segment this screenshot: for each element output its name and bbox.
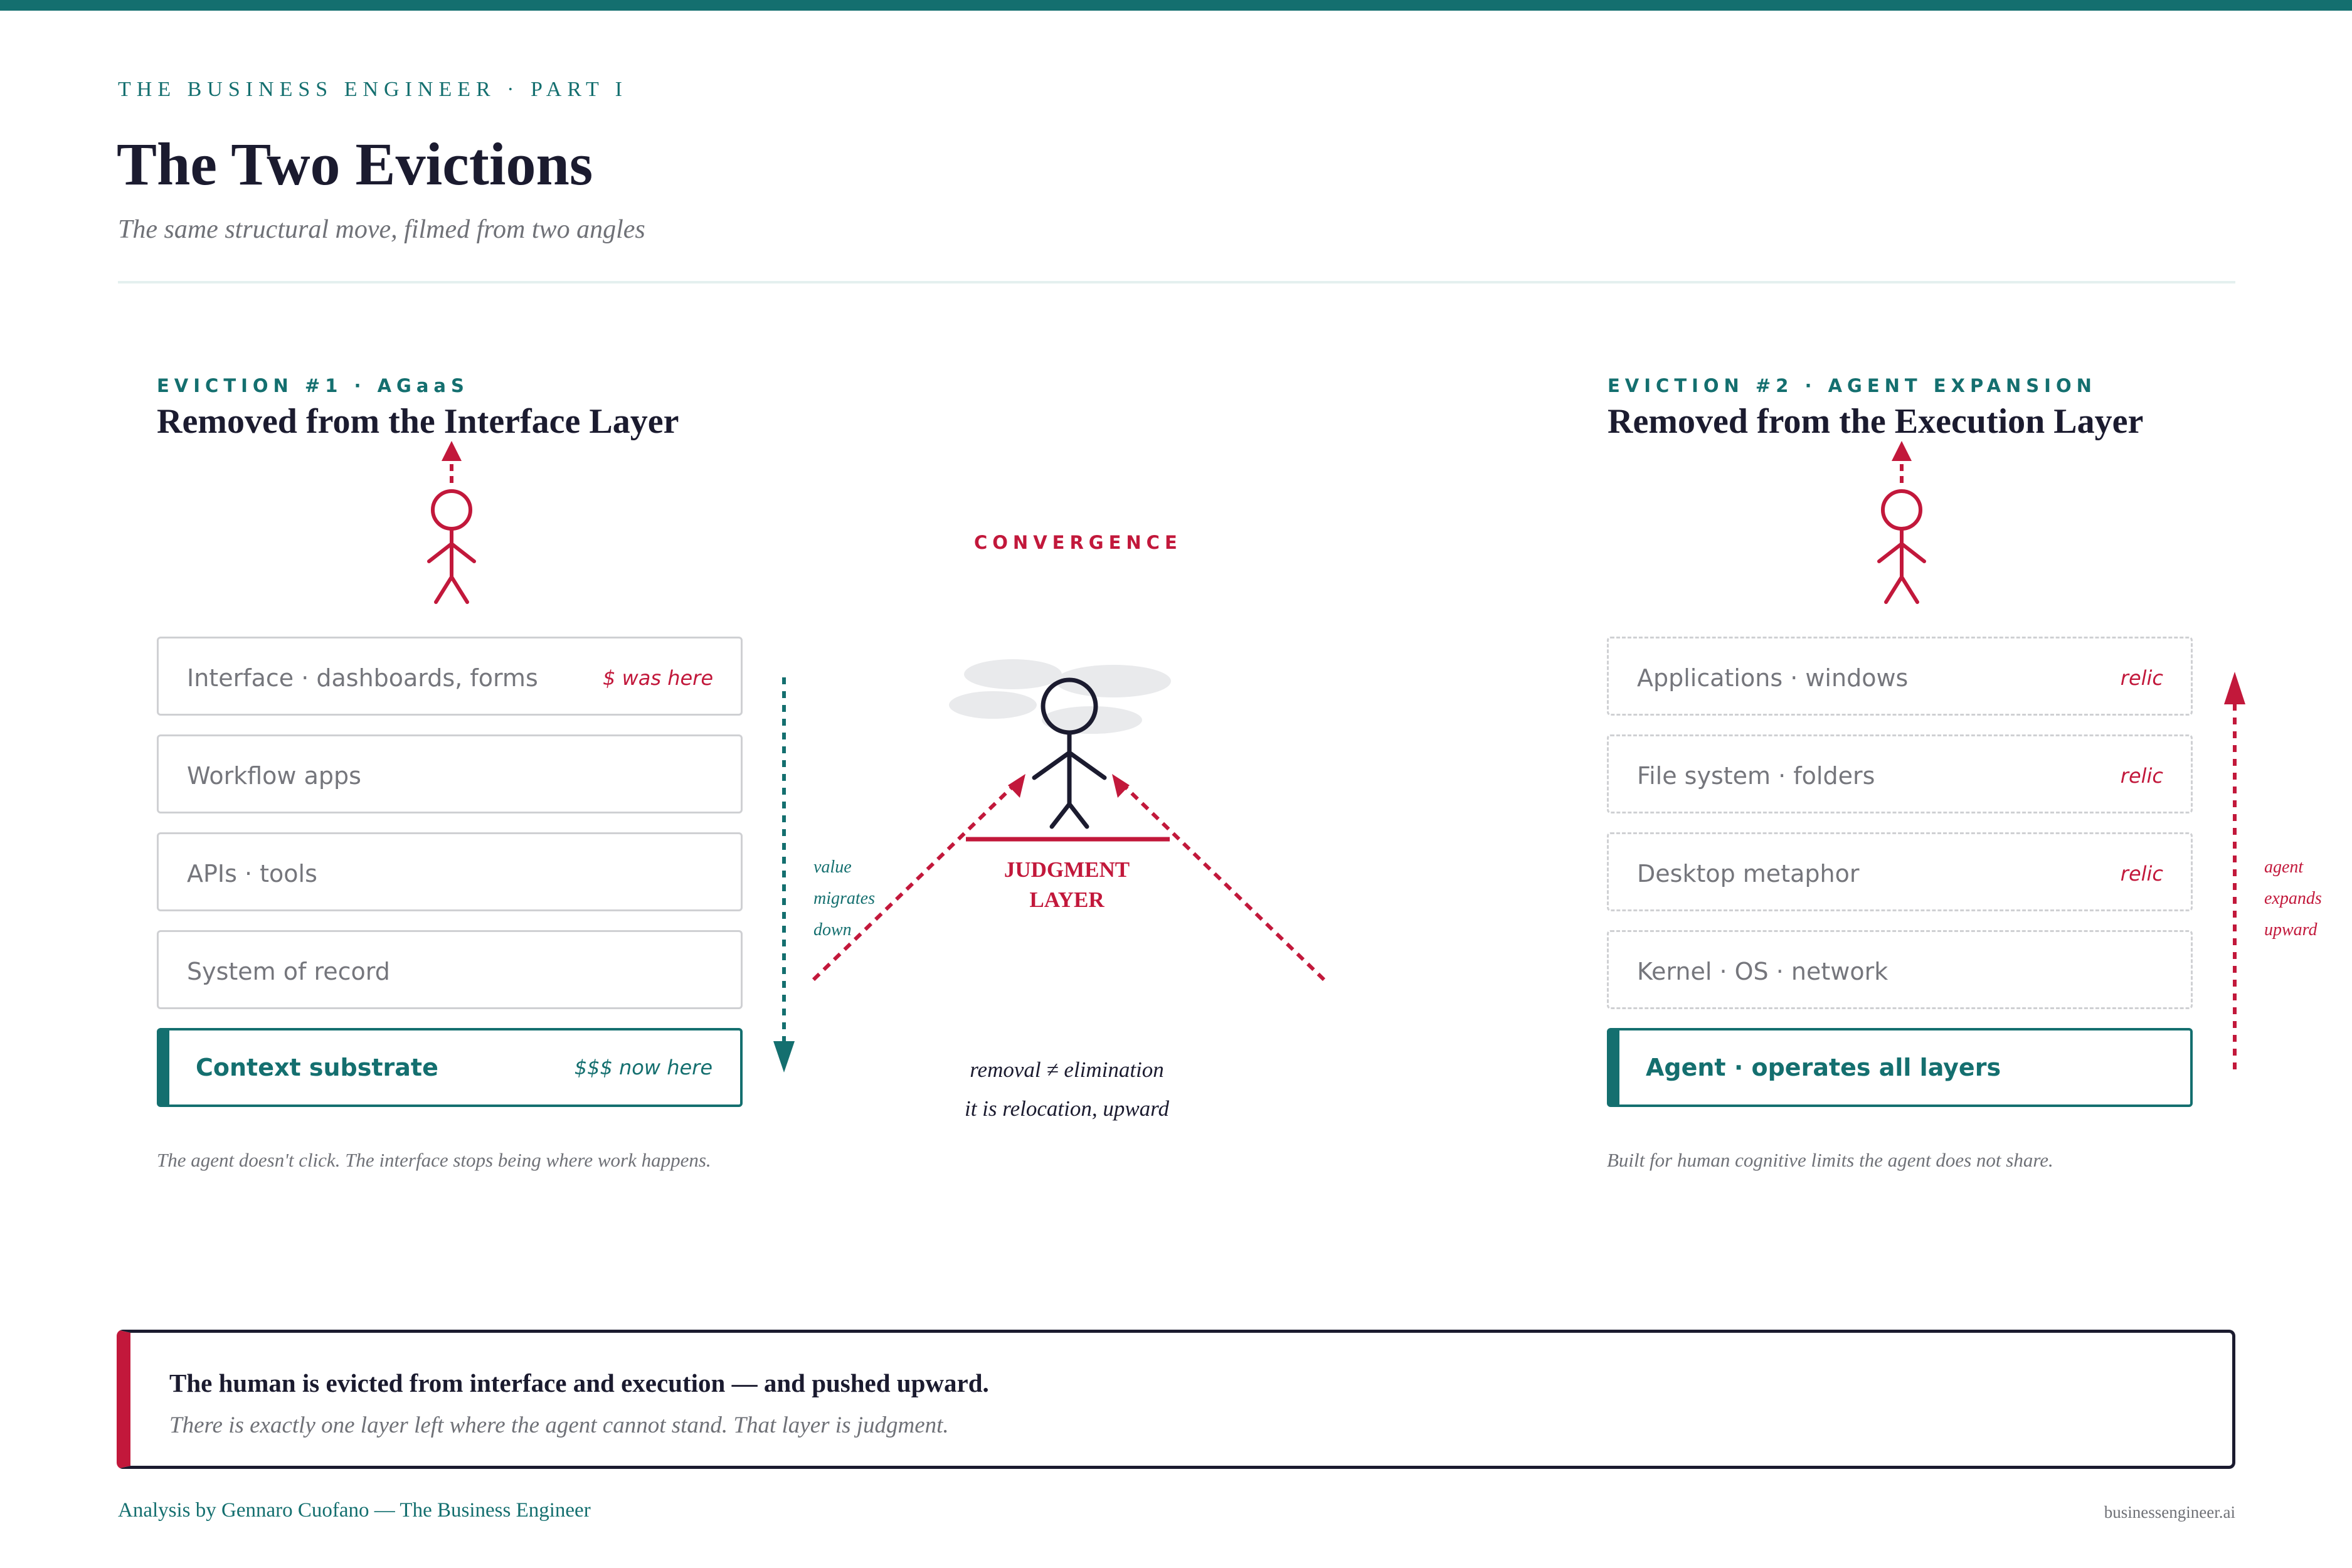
summary-callout [117, 1330, 2235, 1469]
callout-body: There is exactly one layer left where the agent cannot stand. That layer is judgment. [169, 1412, 949, 1438]
right-panel-title: Removed from the Execution Layer [1608, 402, 2144, 441]
arrow-up-icon [1892, 441, 1912, 483]
layer-agent [1607, 1028, 2193, 1107]
convergence-diagram [806, 652, 1339, 991]
arrow-up-icon [442, 441, 462, 483]
arrow-up-icon [2224, 672, 2245, 1069]
layer-name: System of record [187, 958, 390, 985]
page-title: The Two Evictions [117, 130, 593, 198]
right-panel-label: EVICTION #2 · AGENT EXPANSION [1608, 375, 2097, 396]
layer-applications-windows [1607, 637, 2193, 716]
layer-system-of-record [157, 930, 743, 1009]
layer-context-substrate [157, 1028, 743, 1107]
layer-name: File system · folders [1637, 762, 1875, 790]
top-accent-bar [0, 0, 2352, 11]
layer-name: Kernel · OS · network [1637, 958, 1888, 985]
value-migrates-note: value migrates down [813, 857, 875, 940]
footer-credit: Analysis by Gennaro Cuofano — The Business Engineer [118, 1499, 591, 1522]
stick-figure-icon [1879, 491, 1924, 602]
layer-kernel-os-network [1607, 930, 2193, 1009]
left-panel-label: EVICTION #1 · AGaaS [157, 375, 469, 396]
left-panel-note: The agent doesn't click. The interface stops being where work happens. [157, 1149, 711, 1171]
stick-figure-icon [429, 491, 474, 602]
callout-headline: The human is evicted from interface and execution — and pushed upward. [169, 1369, 989, 1397]
layer-file-system [1607, 734, 2193, 813]
agent-expands-upward-arrow [2219, 668, 2250, 1076]
left-evicted-human-figure [420, 436, 483, 608]
layer-interface [157, 637, 743, 716]
series-kicker: THE BUSINESS ENGINEER · PART I [118, 78, 628, 101]
arrow-down-icon [773, 677, 795, 1073]
layer-name: Desktop metaphor [1637, 860, 1860, 887]
layer-apis-tools [157, 832, 743, 911]
relocation-formula: removal ≠ elimination it is relocation, upward [964, 1057, 1170, 1121]
header-divider [118, 281, 2235, 283]
footer-site[interactable]: businessengineer.ai [2104, 1503, 2235, 1522]
layer-name: Agent · operates all layers [1646, 1054, 2001, 1081]
stick-figure-icon [1034, 680, 1104, 827]
layer-name: Interface · dashboards, forms [187, 664, 538, 692]
layer-name: Context substrate [196, 1054, 438, 1081]
page-subtitle: The same structural move, filmed from two angles [118, 215, 645, 244]
value-tag: $ was here [603, 666, 713, 690]
layer-desktop-metaphor [1607, 832, 2193, 911]
layer-name: Workflow apps [187, 762, 361, 790]
value-migrates-down-arrow [768, 671, 800, 1076]
right-panel-note: Built for human cognitive limits the agent does not share. [1607, 1149, 2053, 1171]
judgment-layer-label: JUDGMENT LAYER [1004, 857, 1130, 912]
convergence-label: CONVERGENCE [974, 532, 1182, 553]
layer-workflow-apps [157, 734, 743, 813]
relic-tag: relic [2120, 862, 2163, 886]
layer-name: APIs · tools [187, 860, 317, 887]
agent-expands-note: agent expands upward [2264, 857, 2322, 940]
right-evicted-human-figure [1870, 436, 1933, 608]
value-tag: $$$ now here [574, 1056, 712, 1079]
cloud-icon [949, 659, 1171, 734]
relic-tag: relic [2120, 764, 2163, 788]
layer-name: Applications · windows [1637, 664, 1909, 692]
relic-tag: relic [2120, 666, 2163, 690]
left-panel-title: Removed from the Interface Layer [157, 402, 679, 441]
